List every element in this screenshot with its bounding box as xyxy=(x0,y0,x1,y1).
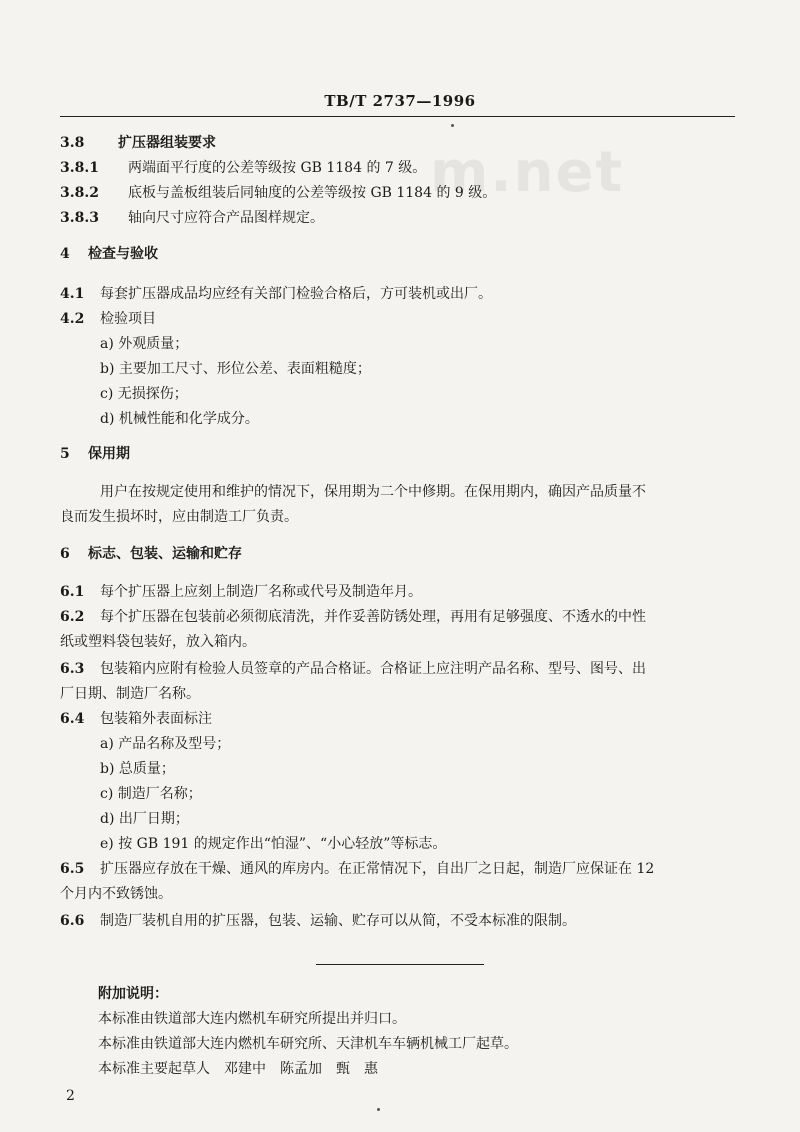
paragraph-line: 厂日期、制造厂名称。 xyxy=(60,686,200,702)
list-item: d) 出厂日期； xyxy=(100,811,189,827)
clause-3-8-1: 3.8.1 两端面平行度的公差等级按 GB 1184 的 7 级。 xyxy=(60,160,427,176)
clause-6-1: 6.1 每个扩压器上应刻上制造厂名称或代号及制造年月。 xyxy=(60,584,422,600)
header-rule xyxy=(60,116,735,117)
paragraph-line: 良而发生损坏时，应由制造工厂负责。 xyxy=(60,509,298,525)
list-item: b) 主要加工尺寸、形位公差、表面粗糙度； xyxy=(100,361,371,377)
clause-6-3: 6.3 包装箱内应附有检验人员签章的产品合格证。合格证上应注明产品名称、型号、图号、出 xyxy=(60,661,646,677)
clause-3-8-2: 3.8.2 底板与盖板组装后同轴度的公差等级按 GB 1184 的 9 级。 xyxy=(60,185,497,201)
notes-line: 本标准由铁道部大连内燃机车研究所、天津机车车辆机械工厂起草。 xyxy=(98,1036,518,1052)
list-item: a) 产品名称及型号； xyxy=(100,736,231,752)
clause-6-6: 6.6 制造厂装机自用的扩压器，包装、运输、贮存可以从简，不受本标准的限制。 xyxy=(60,913,576,929)
section-6-heading: 6 标志、包装、运输和贮存 xyxy=(60,546,242,562)
separator-rule xyxy=(316,964,484,965)
clause-6-4: 6.4 包装箱外表面标注 xyxy=(60,711,212,727)
notes-title: 附加说明： xyxy=(98,986,168,1002)
paragraph-line: 纸或塑料袋包装好，放入箱内。 xyxy=(60,634,256,650)
clause-6-5: 6.5 扩压器应存放在干燥、通风的库房内。在正常情况下，自出厂之日起，制造厂应保证在 12 xyxy=(60,861,655,877)
scan-speck xyxy=(377,1108,380,1111)
section-5-heading: 5 保用期 xyxy=(60,446,130,462)
notes-line: 本标准由铁道部大连内燃机车研究所提出并归口。 xyxy=(98,1011,406,1027)
list-item: c) 制造厂名称； xyxy=(100,786,202,802)
list-item: c) 无损探伤； xyxy=(100,386,188,402)
list-item: d) 机械性能和化学成分。 xyxy=(100,411,259,427)
list-item: b) 总质量； xyxy=(100,761,175,777)
clause-3-8: 3.8 扩压器组装要求 xyxy=(60,135,216,151)
clause-3-8-3: 3.8.3 轴向尺寸应符合产品图样规定。 xyxy=(60,210,324,226)
clause-4-2: 4.2 检验项目 xyxy=(60,311,156,327)
clause-4-1: 4.1 每套扩压器成品均应经有关部门检验合格后，方可装机或出厂。 xyxy=(60,286,492,302)
clause-6-2: 6.2 每个扩压器在包装前必须彻底清洗，并作妥善防锈处理，再用有足够强度、不透水的中性 xyxy=(60,609,646,625)
section-4-heading: 4 检查与验收 xyxy=(60,246,158,262)
scan-speck xyxy=(451,124,454,127)
list-item: e) 按 GB 191 的规定作出“怕湿”、“小心轻放”等标志。 xyxy=(100,836,447,852)
list-item: a) 外观质量； xyxy=(100,336,189,352)
paragraph-line: 个月内不致锈蚀。 xyxy=(60,886,172,902)
page-number: 2 xyxy=(66,1088,75,1104)
notes-line: 本标准主要起草人 邓建中 陈孟加 甄 惠 xyxy=(98,1061,378,1077)
watermark: m.net xyxy=(430,140,625,205)
document-header: TB/T 2737—1996 xyxy=(324,92,476,110)
paragraph-line: 用户在按规定使用和维护的情况下，保用期为二个中修期。在保用期内，确因产品质量不 xyxy=(100,484,646,500)
